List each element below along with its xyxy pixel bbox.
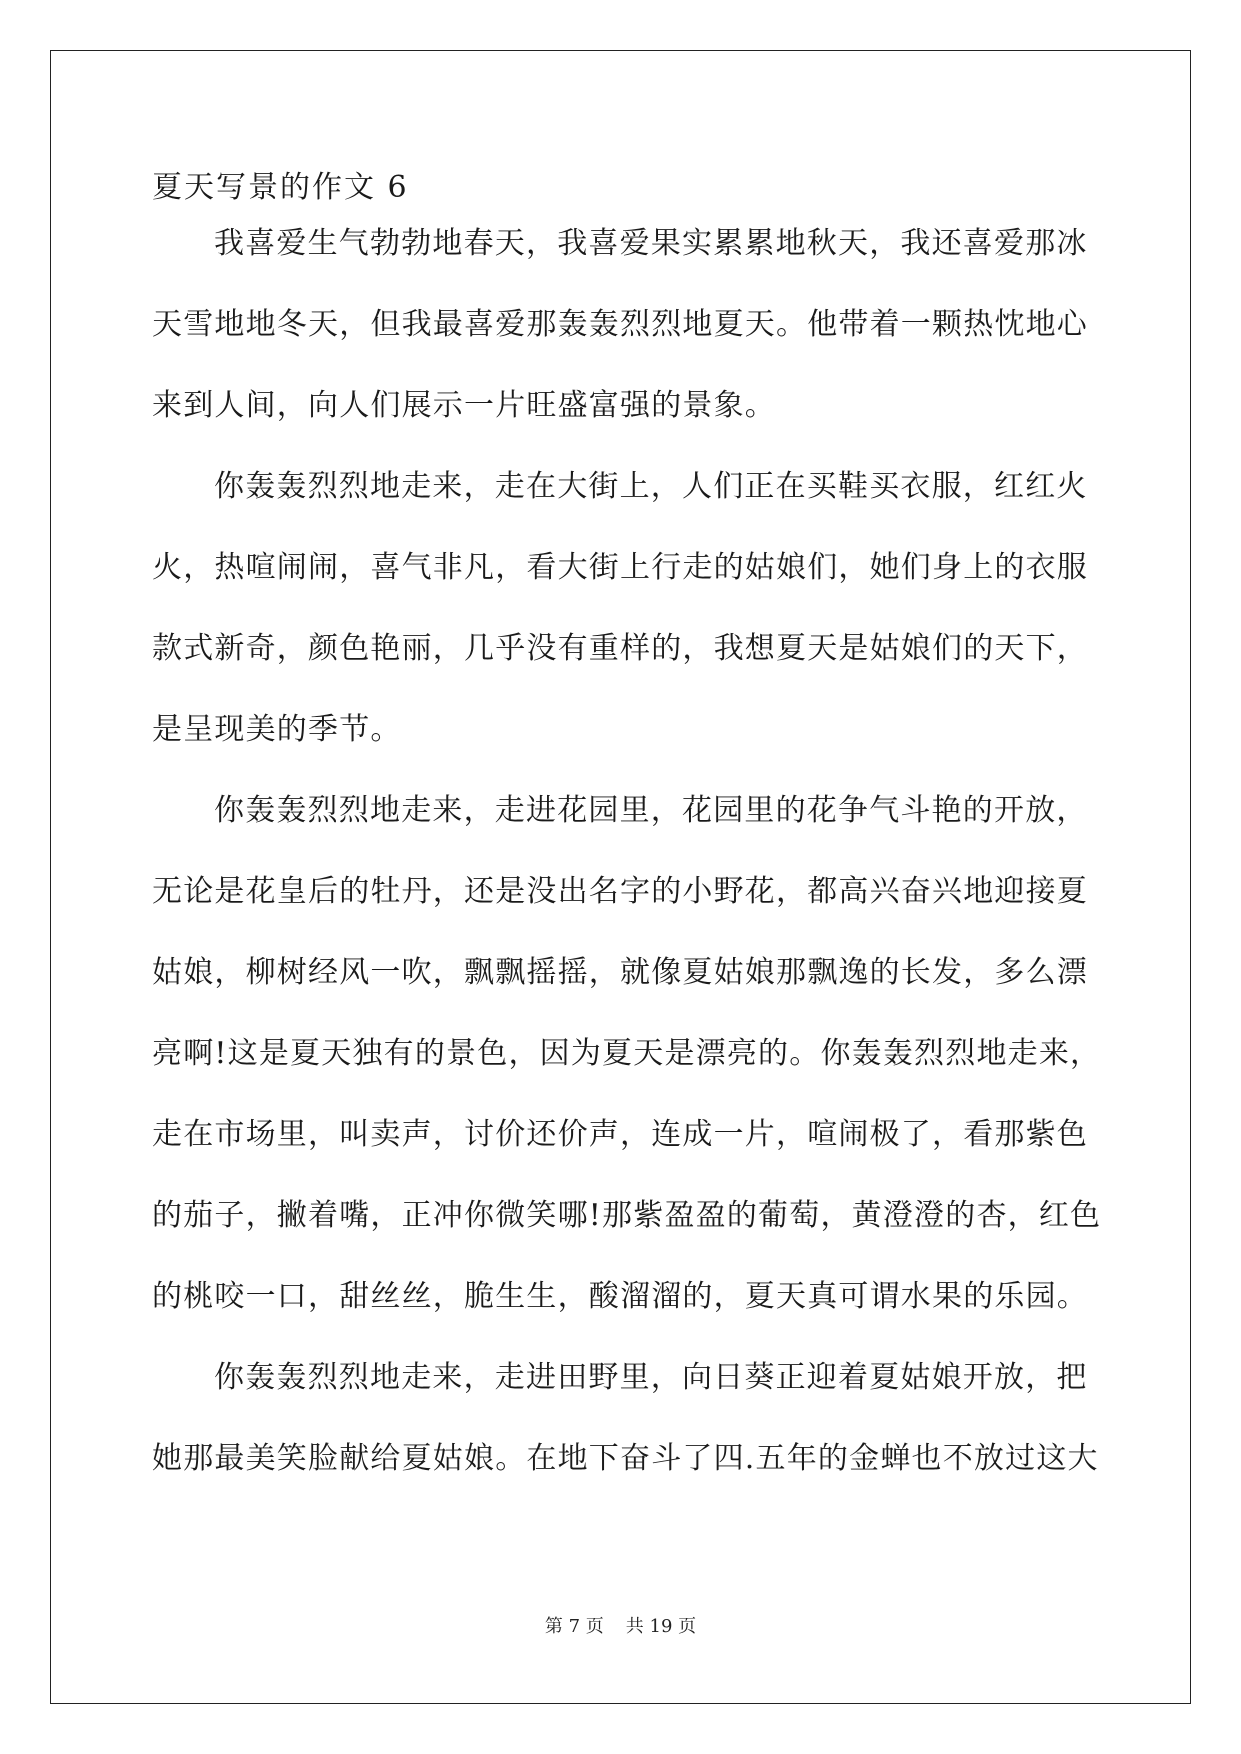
document-title: 夏天写景的作文 6 bbox=[152, 170, 409, 205]
text-line: 来到人间，向人们展示一片旺盛富强的景象。 bbox=[152, 388, 776, 423]
text-line: 天雪地地冬天，但我最喜爱那轰轰烈烈地夏天。他带着一颗热忱地心 bbox=[152, 307, 1088, 342]
text-line: 是呈现美的季节。 bbox=[152, 712, 402, 747]
text-line: 我喜爱生气勃勃地春天，我喜爱果实累累地秋天，我还喜爱那冰 bbox=[214, 226, 1088, 261]
text-line: 的桃咬一口，甜丝丝，脆生生，酸溜溜的，夏天真可谓水果的乐园。 bbox=[152, 1279, 1088, 1314]
text-line: 亮啊!这是夏天独有的景色，因为夏天是漂亮的。你轰轰烈烈地走来， bbox=[152, 1036, 1102, 1071]
text-line: 无论是花皇后的牡丹，还是没出名字的小野花，都高兴奋兴地迎接夏 bbox=[152, 874, 1088, 909]
paragraph-3 bbox=[152, 791, 1102, 1358]
text-line: 的茄子，撇着嘴，正冲你微笑哪!那紫盈盈的葡萄，黄澄澄的杏，红色 bbox=[152, 1198, 1102, 1233]
paragraph-1 bbox=[152, 224, 1092, 467]
text-line: 走在市场里，叫卖声，讨价还价声，连成一片，喧闹极了，看那紫色 bbox=[152, 1117, 1088, 1152]
text-line: 款式新奇，颜色艳丽，几乎没有重样的，我想夏天是姑娘们的天下， bbox=[152, 631, 1088, 666]
text-line: 你轰轰烈烈地走来，走在大街上，人们正在买鞋买衣服，红红火 bbox=[214, 469, 1088, 504]
paragraph-2 bbox=[152, 467, 1092, 791]
text-line: 你轰轰烈烈地走来，走进花园里，花园里的花争气斗艳的开放， bbox=[214, 793, 1088, 828]
page-total: 共 19 页 bbox=[625, 1616, 697, 1637]
text-line: 火，热喧闹闹，喜气非凡，看大街上行走的姑娘们，她们身上的衣服 bbox=[152, 550, 1088, 585]
paragraph-4 bbox=[152, 1358, 1099, 1520]
text-line: 她那最美笑脸献给夏姑娘。在地下奋斗了四.五年的金蝉也不放过这大 bbox=[152, 1441, 1099, 1476]
page-footer bbox=[0, 1615, 1241, 1639]
document-body bbox=[152, 224, 1102, 1520]
text-line: 你轰轰烈烈地走来，走进田野里，向日葵正迎着夏姑娘开放，把 bbox=[214, 1360, 1088, 1395]
page-number: 第 7 页 bbox=[544, 1616, 604, 1637]
text-line: 姑娘，柳树经风一吹，飘飘摇摇，就像夏姑娘那飘逸的长发，多么漂 bbox=[152, 955, 1088, 990]
